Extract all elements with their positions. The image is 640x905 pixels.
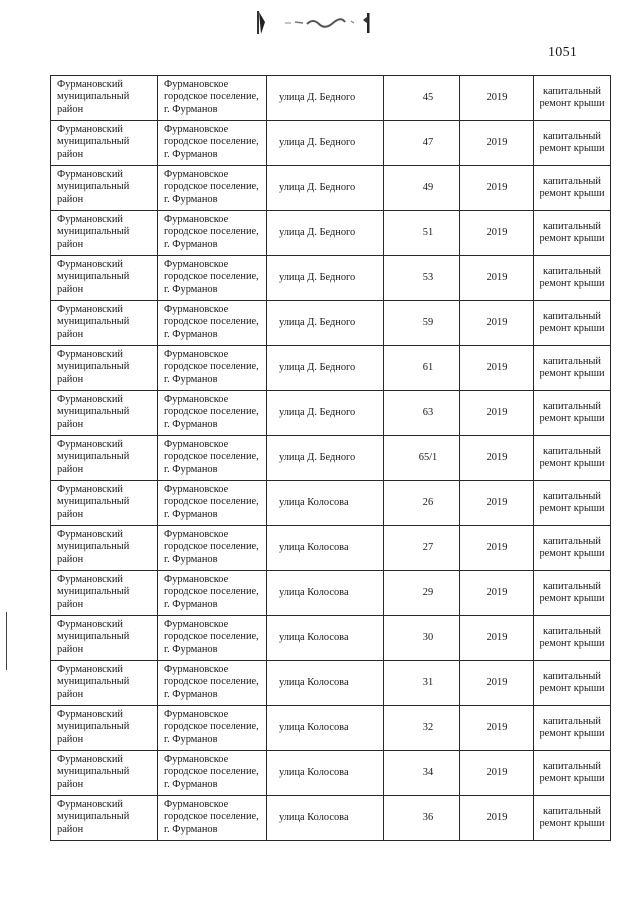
cell-year: 2019 <box>460 256 534 301</box>
cell-street: улица Колосова <box>267 481 384 526</box>
cell-work-type: капитальный ремонт крыши <box>534 166 611 211</box>
cell-district: Фурмановский муниципальный район <box>51 211 158 256</box>
cell-work-type: капитальный ремонт крыши <box>534 751 611 796</box>
cell-year: 2019 <box>460 616 534 661</box>
table-row <box>51 211 611 256</box>
cell-district: Фурмановский муниципальный район <box>51 391 158 436</box>
table-row <box>51 571 611 616</box>
cell-settlement: Фурмановское городское поселение, г. Фурманов <box>158 121 267 166</box>
cell-house: 59 <box>384 301 460 346</box>
cell-year: 2019 <box>460 526 534 571</box>
cell-work-type: капитальный ремонт крыши <box>534 121 611 166</box>
cell-district: Фурмановский муниципальный район <box>51 481 158 526</box>
cell-work-type: капитальный ремонт крыши <box>534 571 611 616</box>
cell-house: 53 <box>384 256 460 301</box>
cell-house: 65/1 <box>384 436 460 481</box>
cell-work-type: капитальный ремонт крыши <box>534 436 611 481</box>
cell-district: Фурмановский муниципальный район <box>51 346 158 391</box>
cell-year: 2019 <box>460 751 534 796</box>
cell-settlement: Фурмановское городское поселение, г. Фурманов <box>158 616 267 661</box>
cell-house: 47 <box>384 121 460 166</box>
cell-street: улица Колосова <box>267 526 384 571</box>
cell-house: 36 <box>384 796 460 841</box>
cell-year: 2019 <box>460 301 534 346</box>
cell-house: 63 <box>384 391 460 436</box>
table-row <box>51 391 611 436</box>
cell-work-type: капитальный ремонт крыши <box>534 706 611 751</box>
cell-street: улица Д. Бедного <box>267 76 384 121</box>
cell-year: 2019 <box>460 76 534 121</box>
table-row <box>51 121 611 166</box>
table-row <box>51 661 611 706</box>
cell-year: 2019 <box>460 481 534 526</box>
page-number: 1051 <box>548 45 578 60</box>
cell-work-type: капитальный ремонт крыши <box>534 346 611 391</box>
cell-district: Фурмановский муниципальный район <box>51 661 158 706</box>
cell-street: улица Д. Бедного <box>267 436 384 481</box>
cell-settlement: Фурмановское городское поселение, г. Фурманов <box>158 346 267 391</box>
cell-year: 2019 <box>460 571 534 616</box>
cell-street: улица Д. Бедного <box>267 301 384 346</box>
cell-district: Фурмановский муниципальный район <box>51 121 158 166</box>
cell-settlement: Фурмановское городское поселение, г. Фурманов <box>158 301 267 346</box>
cell-street: улица Д. Бедного <box>267 391 384 436</box>
cell-street: улица Колосова <box>267 796 384 841</box>
cell-district: Фурмановский муниципальный район <box>51 616 158 661</box>
cell-work-type: капитальный ремонт крыши <box>534 391 611 436</box>
cell-street: улица Д. Бедного <box>267 256 384 301</box>
cell-settlement: Фурмановское городское поселение, г. Фурманов <box>158 526 267 571</box>
housing-repair-table <box>50 75 611 841</box>
cell-district: Фурмановский муниципальный район <box>51 436 158 481</box>
cell-district: Фурмановский муниципальный район <box>51 571 158 616</box>
cell-house: 29 <box>384 571 460 616</box>
cell-district: Фурмановский муниципальный район <box>51 751 158 796</box>
cell-house: 61 <box>384 346 460 391</box>
cell-year: 2019 <box>460 211 534 256</box>
table-row <box>51 256 611 301</box>
cell-house: 34 <box>384 751 460 796</box>
cell-street: улица Колосова <box>267 661 384 706</box>
cell-district: Фурмановский муниципальный район <box>51 706 158 751</box>
table-row <box>51 76 611 121</box>
cell-settlement: Фурмановское городское поселение, г. Фурманов <box>158 211 267 256</box>
table-row <box>51 301 611 346</box>
cell-settlement: Фурмановское городское поселение, г. Фурманов <box>158 391 267 436</box>
table-row <box>51 481 611 526</box>
table-row <box>51 436 611 481</box>
cell-settlement: Фурмановское городское поселение, г. Фурманов <box>158 256 267 301</box>
cell-street: улица Колосова <box>267 751 384 796</box>
cell-settlement: Фурмановское городское поселение, г. Фурманов <box>158 796 267 841</box>
cell-street: улица Д. Бедного <box>267 346 384 391</box>
table-row <box>51 751 611 796</box>
cell-year: 2019 <box>460 796 534 841</box>
cell-settlement: Фурмановское городское поселение, г. Фурманов <box>158 166 267 211</box>
cell-street: улица Колосова <box>267 706 384 751</box>
cell-street: улица Колосова <box>267 571 384 616</box>
cell-street: улица Д. Бедного <box>267 211 384 256</box>
cell-district: Фурмановский муниципальный район <box>51 256 158 301</box>
cell-work-type: капитальный ремонт крыши <box>534 481 611 526</box>
cell-year: 2019 <box>460 346 534 391</box>
cell-work-type: капитальный ремонт крыши <box>534 256 611 301</box>
cell-work-type: капитальный ремонт крыши <box>534 661 611 706</box>
cell-house: 30 <box>384 616 460 661</box>
cell-street: улица Д. Бедного <box>267 166 384 211</box>
cell-house: 27 <box>384 526 460 571</box>
cell-district: Фурмановский муниципальный район <box>51 166 158 211</box>
cell-house: 45 <box>384 76 460 121</box>
table-row <box>51 346 611 391</box>
table-row <box>51 526 611 571</box>
cell-settlement: Фурмановское городское поселение, г. Фурманов <box>158 706 267 751</box>
cell-year: 2019 <box>460 166 534 211</box>
cell-house: 32 <box>384 706 460 751</box>
cell-year: 2019 <box>460 436 534 481</box>
cell-house: 26 <box>384 481 460 526</box>
cell-street: улица Д. Бедного <box>267 121 384 166</box>
cell-work-type: капитальный ремонт крыши <box>534 76 611 121</box>
scan-artifact-mark <box>255 8 380 36</box>
cell-work-type: капитальный ремонт крыши <box>534 616 611 661</box>
cell-settlement: Фурмановское городское поселение, г. Фурманов <box>158 661 267 706</box>
table-row <box>51 166 611 211</box>
cell-district: Фурмановский муниципальный район <box>51 301 158 346</box>
cell-work-type: капитальный ремонт крыши <box>534 526 611 571</box>
cell-work-type: капитальный ремонт крыши <box>534 796 611 841</box>
cell-settlement: Фурмановское городское поселение, г. Фурманов <box>158 76 267 121</box>
margin-scan-line <box>6 612 7 670</box>
cell-settlement: Фурмановское городское поселение, г. Фурманов <box>158 751 267 796</box>
cell-house: 49 <box>384 166 460 211</box>
table-row <box>51 616 611 661</box>
cell-settlement: Фурмановское городское поселение, г. Фурманов <box>158 436 267 481</box>
cell-settlement: Фурмановское городское поселение, г. Фурманов <box>158 481 267 526</box>
cell-district: Фурмановский муниципальный район <box>51 76 158 121</box>
table-row <box>51 706 611 751</box>
cell-year: 2019 <box>460 706 534 751</box>
cell-house: 51 <box>384 211 460 256</box>
cell-street: улица Колосова <box>267 616 384 661</box>
table-row <box>51 796 611 841</box>
cell-work-type: капитальный ремонт крыши <box>534 301 611 346</box>
cell-house: 31 <box>384 661 460 706</box>
cell-work-type: капитальный ремонт крыши <box>534 211 611 256</box>
cell-district: Фурмановский муниципальный район <box>51 526 158 571</box>
cell-year: 2019 <box>460 391 534 436</box>
cell-year: 2019 <box>460 121 534 166</box>
cell-year: 2019 <box>460 661 534 706</box>
cell-district: Фурмановский муниципальный район <box>51 796 158 841</box>
cell-settlement: Фурмановское городское поселение, г. Фурманов <box>158 571 267 616</box>
table-body <box>51 76 611 841</box>
